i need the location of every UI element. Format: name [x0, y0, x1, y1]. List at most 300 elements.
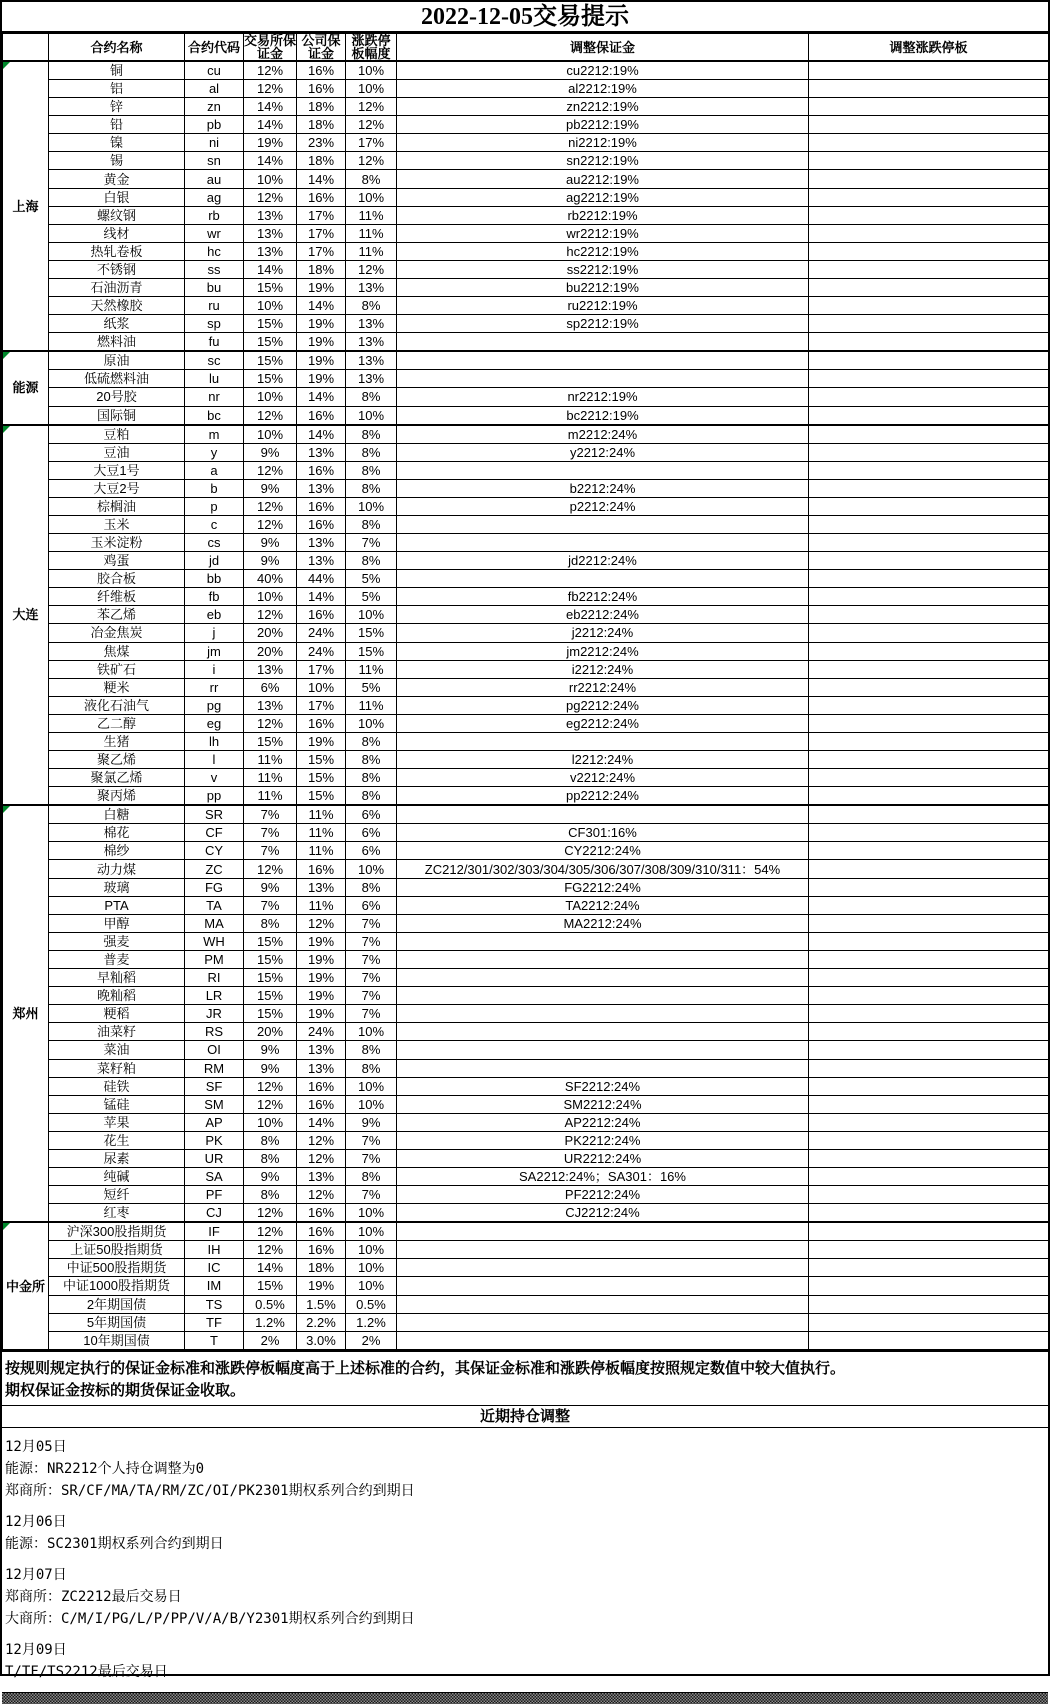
cell-company-margin: 12%	[297, 1149, 346, 1167]
header-contract-code: 合约代码	[185, 34, 244, 62]
cell-contract-name: 大豆1号	[49, 461, 185, 479]
cell-exchange-margin: 9%	[244, 878, 297, 896]
table-row	[3, 370, 1049, 388]
cell-company-margin: 19%	[297, 950, 346, 968]
exchange-label	[3, 805, 49, 1222]
table-row	[3, 443, 1049, 461]
cell-price-limit: 8%	[346, 787, 397, 806]
cell-contract-name: 晚籼稻	[49, 987, 185, 1005]
cell-company-margin: 17%	[297, 206, 346, 224]
cell-contract-name: 聚乙烯	[49, 751, 185, 769]
cell-company-margin: 15%	[297, 787, 346, 806]
cell-exchange-margin: 2%	[244, 1331, 297, 1349]
cell-adjusted-margin	[397, 1241, 809, 1259]
cell-exchange-margin: 13%	[244, 660, 297, 678]
cell-adjusted-price-limit	[809, 279, 1049, 297]
recent-adjustments-header: 近期持仓调整	[2, 1405, 1048, 1428]
note-line: 能源：NR2212个人持仓调整为0	[5, 1460, 205, 1477]
cell-contract-name: 螺纹钢	[49, 206, 185, 224]
cell-company-margin: 2.2%	[297, 1313, 346, 1331]
table-row	[3, 61, 1049, 80]
cell-contract-code: SM	[185, 1095, 244, 1113]
cell-contract-name: 冶金焦炭	[49, 624, 185, 642]
cell-contract-code: zn	[185, 98, 244, 116]
cell-contract-code: hc	[185, 242, 244, 260]
cell-contract-code: IF	[185, 1222, 244, 1241]
note-line: 12月09日	[5, 1641, 67, 1658]
cell-contract-name: 液化石油气	[49, 696, 185, 714]
cell-contract-name: 短纤	[49, 1186, 185, 1204]
cell-exchange-margin: 10%	[244, 1113, 297, 1131]
cell-adjusted-price-limit	[809, 1331, 1049, 1349]
cell-adjusted-margin: rr2212:24%	[397, 678, 809, 696]
cell-adjusted-margin: bu2212:19%	[397, 279, 809, 297]
cell-company-margin: 3.0%	[297, 1331, 346, 1349]
table-row	[3, 406, 1049, 425]
cell-adjusted-margin	[397, 461, 809, 479]
table-row	[3, 1149, 1049, 1167]
table-row	[3, 842, 1049, 860]
table-row	[3, 425, 1049, 444]
cell-company-margin: 15%	[297, 769, 346, 787]
cell-contract-code: SF	[185, 1077, 244, 1095]
cell-exchange-margin: 10%	[244, 297, 297, 315]
cell-contract-name: 油菜籽	[49, 1023, 185, 1041]
cell-price-limit: 8%	[346, 515, 397, 533]
cell-contract-code: bu	[185, 279, 244, 297]
cell-contract-name: 5年期国债	[49, 1313, 185, 1331]
cell-contract-code: ag	[185, 188, 244, 206]
cell-contract-code: b	[185, 479, 244, 497]
cell-company-margin: 19%	[297, 1277, 346, 1295]
table-row	[3, 606, 1049, 624]
cell-adjusted-margin: ru2212:19%	[397, 297, 809, 315]
cell-contract-name: 棉花	[49, 824, 185, 842]
table-row	[3, 1186, 1049, 1204]
cell-company-margin: 14%	[297, 1113, 346, 1131]
cell-adjusted-margin: fb2212:24%	[397, 588, 809, 606]
cell-adjusted-price-limit	[809, 1241, 1049, 1259]
cell-contract-code: UR	[185, 1149, 244, 1167]
cell-contract-name: 大豆2号	[49, 479, 185, 497]
cell-contract-code: p	[185, 497, 244, 515]
cell-price-limit: 7%	[346, 932, 397, 950]
header-exchange-margin: 交易所保证金	[244, 33, 297, 61]
cell-adjusted-price-limit	[809, 1041, 1049, 1059]
table-row	[3, 552, 1049, 570]
table-row	[3, 134, 1049, 152]
cell-price-limit: 8%	[346, 297, 397, 315]
cell-contract-name: 中证500股指期货	[49, 1259, 185, 1277]
cell-adjusted-price-limit	[809, 61, 1049, 80]
cell-contract-name: 乙二醇	[49, 714, 185, 732]
cell-company-margin: 14%	[297, 425, 346, 444]
table-row	[3, 1005, 1049, 1023]
cell-contract-name: 动力煤	[49, 860, 185, 878]
cell-adjusted-margin: sn2212:19%	[397, 152, 809, 170]
cell-price-limit: 10%	[346, 606, 397, 624]
cell-company-margin: 18%	[297, 116, 346, 134]
cell-adjusted-price-limit	[809, 1059, 1049, 1077]
cell-price-limit: 7%	[346, 969, 397, 987]
cell-contract-code: jd	[185, 552, 244, 570]
cell-contract-code: SA	[185, 1168, 244, 1186]
cell-adjusted-price-limit	[809, 842, 1049, 860]
cell-exchange-margin: 8%	[244, 1131, 297, 1149]
table-row	[3, 188, 1049, 206]
cell-company-margin: 19%	[297, 279, 346, 297]
cell-price-limit: 10%	[346, 1259, 397, 1277]
table-row	[3, 80, 1049, 98]
cell-contract-code: a	[185, 461, 244, 479]
cell-exchange-margin: 13%	[244, 242, 297, 260]
table-row	[3, 733, 1049, 751]
cell-exchange-margin: 8%	[244, 914, 297, 932]
cell-adjusted-price-limit	[809, 425, 1049, 444]
cell-exchange-margin: 11%	[244, 769, 297, 787]
cell-company-margin: 24%	[297, 624, 346, 642]
cell-contract-code: sn	[185, 152, 244, 170]
cell-company-margin: 16%	[297, 1204, 346, 1223]
cell-adjusted-price-limit	[809, 1113, 1049, 1131]
cell-company-margin: 16%	[297, 515, 346, 533]
cell-price-limit: 7%	[346, 1005, 397, 1023]
cell-contract-code: FG	[185, 878, 244, 896]
cell-price-limit: 10%	[346, 1023, 397, 1041]
cell-adjusted-price-limit	[809, 533, 1049, 551]
cell-adjusted-price-limit	[809, 896, 1049, 914]
cell-adjusted-price-limit	[809, 443, 1049, 461]
cell-adjusted-price-limit	[809, 224, 1049, 242]
table-row	[3, 279, 1049, 297]
cell-exchange-margin: 15%	[244, 333, 297, 352]
cell-exchange-margin: 13%	[244, 206, 297, 224]
cell-adjusted-margin: CF301:16%	[397, 824, 809, 842]
cell-contract-code: OI	[185, 1041, 244, 1059]
cell-price-limit: 11%	[346, 242, 397, 260]
exchange-label	[3, 425, 49, 806]
cell-price-limit: 1.2%	[346, 1313, 397, 1331]
cell-adjusted-margin: jm2212:24%	[397, 642, 809, 660]
cell-price-limit: 8%	[346, 425, 397, 444]
note-group	[5, 1564, 1045, 1630]
cell-company-margin: 16%	[297, 1222, 346, 1241]
cell-company-margin: 13%	[297, 878, 346, 896]
cell-exchange-margin: 8%	[244, 1186, 297, 1204]
cell-adjusted-price-limit	[809, 1149, 1049, 1167]
exchange-name-text: 大连	[12, 607, 39, 623]
cell-contract-code: T	[185, 1331, 244, 1349]
cell-contract-name: 甲醇	[49, 914, 185, 932]
cell-exchange-margin: 12%	[244, 188, 297, 206]
cell-adjusted-price-limit	[809, 134, 1049, 152]
cell-exchange-margin: 9%	[244, 1059, 297, 1077]
note-line: T/TF/TS2212最后交易日	[5, 1663, 168, 1680]
cell-adjusted-margin: SA2212:24%；SA301：16%	[397, 1168, 809, 1186]
cell-adjusted-price-limit	[809, 170, 1049, 188]
cell-exchange-margin: 13%	[244, 696, 297, 714]
cell-contract-name: 豆油	[49, 443, 185, 461]
cell-adjusted-price-limit	[809, 987, 1049, 1005]
cell-exchange-margin: 9%	[244, 1041, 297, 1059]
cell-adjusted-margin	[397, 1313, 809, 1331]
cell-exchange-margin: 20%	[244, 1023, 297, 1041]
cell-adjusted-price-limit	[809, 1295, 1049, 1313]
cell-company-margin: 14%	[297, 588, 346, 606]
table-row	[3, 987, 1049, 1005]
cell-adjusted-price-limit	[809, 260, 1049, 278]
cell-exchange-margin: 12%	[244, 1222, 297, 1241]
cell-contract-name: 锰硅	[49, 1095, 185, 1113]
exchange-label	[3, 351, 49, 424]
cell-adjusted-price-limit	[809, 606, 1049, 624]
cell-adjusted-margin	[397, 1222, 809, 1241]
cell-company-margin: 17%	[297, 242, 346, 260]
cell-comment-indicator-icon	[3, 352, 10, 359]
cell-contract-name: 粳米	[49, 678, 185, 696]
table-row	[3, 333, 1049, 352]
cell-contract-name: 强麦	[49, 932, 185, 950]
cell-exchange-margin: 12%	[244, 606, 297, 624]
cell-contract-code: al	[185, 80, 244, 98]
cell-contract-name: 普麦	[49, 950, 185, 968]
cell-company-margin: 18%	[297, 260, 346, 278]
cell-exchange-margin: 12%	[244, 80, 297, 98]
table-row	[3, 787, 1049, 806]
cell-contract-name: 玻璃	[49, 878, 185, 896]
cell-exchange-margin: 11%	[244, 751, 297, 769]
cell-company-margin: 17%	[297, 660, 346, 678]
cell-exchange-margin: 15%	[244, 1005, 297, 1023]
table-row	[3, 969, 1049, 987]
cell-company-margin: 16%	[297, 606, 346, 624]
cell-adjusted-margin: j2212:24%	[397, 624, 809, 642]
cell-price-limit: 13%	[346, 370, 397, 388]
cell-adjusted-price-limit	[809, 824, 1049, 842]
cell-contract-code: rb	[185, 206, 244, 224]
cell-contract-code: nr	[185, 388, 244, 406]
cell-price-limit: 8%	[346, 878, 397, 896]
cell-exchange-margin: 15%	[244, 987, 297, 1005]
cell-contract-name: 铜	[49, 61, 185, 80]
table-row	[3, 624, 1049, 642]
cell-adjusted-margin: TA2212:24%	[397, 896, 809, 914]
cell-contract-name: 低硫燃料油	[49, 370, 185, 388]
table-row	[3, 515, 1049, 533]
table-row	[3, 170, 1049, 188]
table-row	[3, 497, 1049, 515]
cell-adjusted-price-limit	[809, 351, 1049, 370]
cell-contract-code: l	[185, 751, 244, 769]
cell-price-limit: 10%	[346, 1204, 397, 1223]
table-row	[3, 297, 1049, 315]
cell-contract-name: 10年期国债	[49, 1331, 185, 1349]
cell-exchange-margin: 6%	[244, 678, 297, 696]
cell-exchange-margin: 1.2%	[244, 1313, 297, 1331]
cell-company-margin: 13%	[297, 552, 346, 570]
recent-adjustments-notes	[2, 1428, 1048, 1692]
cell-exchange-margin: 9%	[244, 479, 297, 497]
cell-adjusted-margin: cu2212:19%	[397, 61, 809, 80]
cell-adjusted-margin: ag2212:19%	[397, 188, 809, 206]
cell-price-limit: 6%	[346, 805, 397, 824]
cell-price-limit: 8%	[346, 443, 397, 461]
cell-adjusted-price-limit	[809, 479, 1049, 497]
note-line: 12月05日	[5, 1438, 67, 1455]
cell-adjusted-price-limit	[809, 1023, 1049, 1041]
cell-price-limit: 13%	[346, 333, 397, 352]
cell-adjusted-margin: pb2212:19%	[397, 116, 809, 134]
cell-price-limit: 8%	[346, 170, 397, 188]
cell-exchange-margin: 12%	[244, 1095, 297, 1113]
cell-company-margin: 13%	[297, 533, 346, 551]
cell-contract-code: IM	[185, 1277, 244, 1295]
cell-company-margin: 23%	[297, 134, 346, 152]
cell-price-limit: 12%	[346, 98, 397, 116]
cell-adjusted-price-limit	[809, 497, 1049, 515]
cell-price-limit: 8%	[346, 461, 397, 479]
cell-adjusted-price-limit	[809, 950, 1049, 968]
cell-price-limit: 6%	[346, 842, 397, 860]
cell-contract-name: 20号胶	[49, 388, 185, 406]
cell-company-margin: 19%	[297, 351, 346, 370]
cell-adjusted-price-limit	[809, 805, 1049, 824]
cell-exchange-margin: 14%	[244, 152, 297, 170]
table-row	[3, 714, 1049, 732]
cell-exchange-margin: 19%	[244, 134, 297, 152]
cell-adjusted-margin: ni2212:19%	[397, 134, 809, 152]
cell-company-margin: 16%	[297, 461, 346, 479]
cell-contract-code: y	[185, 443, 244, 461]
cell-contract-name: 聚丙烯	[49, 787, 185, 806]
table-row	[3, 769, 1049, 787]
cell-exchange-margin: 15%	[244, 969, 297, 987]
cell-contract-name: 黄金	[49, 170, 185, 188]
cell-adjusted-margin: zn2212:19%	[397, 98, 809, 116]
table-row	[3, 660, 1049, 678]
cell-exchange-margin: 7%	[244, 824, 297, 842]
cell-price-limit: 10%	[346, 1095, 397, 1113]
cell-company-margin: 44%	[297, 570, 346, 588]
cell-adjusted-price-limit	[809, 714, 1049, 732]
cell-adjusted-margin: au2212:19%	[397, 170, 809, 188]
cell-adjusted-price-limit	[809, 1204, 1049, 1223]
cell-contract-code: ss	[185, 260, 244, 278]
cell-exchange-margin: 15%	[244, 315, 297, 333]
cell-contract-name: 豆粕	[49, 425, 185, 444]
cell-price-limit: 5%	[346, 570, 397, 588]
cell-contract-name: 锌	[49, 98, 185, 116]
table-row	[3, 751, 1049, 769]
cell-exchange-margin: 12%	[244, 1204, 297, 1223]
cell-adjusted-price-limit	[809, 733, 1049, 751]
cell-adjusted-margin: hc2212:19%	[397, 242, 809, 260]
cell-adjusted-margin: y2212:24%	[397, 443, 809, 461]
cell-comment-indicator-icon	[3, 426, 10, 433]
cell-contract-code: m	[185, 425, 244, 444]
cell-company-margin: 14%	[297, 297, 346, 315]
cell-company-margin: 16%	[297, 497, 346, 515]
cell-contract-code: TS	[185, 1295, 244, 1313]
cell-contract-code: CF	[185, 824, 244, 842]
table-row	[3, 1222, 1049, 1241]
header-row	[3, 34, 1049, 62]
cell-adjusted-margin: m2212:24%	[397, 425, 809, 444]
cell-adjusted-price-limit	[809, 1222, 1049, 1241]
cell-adjusted-price-limit	[809, 751, 1049, 769]
cell-exchange-margin: 10%	[244, 588, 297, 606]
cell-contract-name: 红枣	[49, 1204, 185, 1223]
cell-adjusted-margin	[397, 1259, 809, 1277]
cell-contract-name: 铅	[49, 116, 185, 134]
cell-price-limit: 5%	[346, 588, 397, 606]
cell-exchange-margin: 12%	[244, 406, 297, 425]
table-row	[3, 805, 1049, 824]
cell-company-margin: 19%	[297, 987, 346, 1005]
cell-contract-code: sc	[185, 351, 244, 370]
cell-company-margin: 14%	[297, 388, 346, 406]
cell-contract-name: 粳稻	[49, 1005, 185, 1023]
cell-contract-code: ZC	[185, 860, 244, 878]
cell-contract-code: au	[185, 170, 244, 188]
table-row	[3, 1313, 1049, 1331]
cell-company-margin: 16%	[297, 406, 346, 425]
cell-adjusted-price-limit	[809, 188, 1049, 206]
cell-contract-name: 焦煤	[49, 642, 185, 660]
note-group	[5, 1639, 1045, 1683]
cell-adjusted-margin: MA2212:24%	[397, 914, 809, 932]
cell-contract-name: 沪深300股指期货	[49, 1222, 185, 1241]
cell-price-limit: 10%	[346, 188, 397, 206]
exchange-name-text: 上海	[12, 198, 39, 214]
cell-contract-code: wr	[185, 224, 244, 242]
cell-exchange-margin: 9%	[244, 533, 297, 551]
footnote-margin-rule: 按规则规定执行的保证金标准和涨跌停板幅度高于上述标准的合约，其保证金标准和涨跌停板幅度按照规定数值中较大值执行。	[5, 1359, 846, 1377]
cell-exchange-margin: 12%	[244, 860, 297, 878]
cell-price-limit: 10%	[346, 1277, 397, 1295]
cell-contract-code: JR	[185, 1005, 244, 1023]
cell-contract-code: bc	[185, 406, 244, 425]
cell-price-limit: 7%	[346, 987, 397, 1005]
cell-company-margin: 16%	[297, 80, 346, 98]
cell-company-margin: 24%	[297, 1023, 346, 1041]
cell-comment-indicator-icon	[3, 62, 10, 69]
footnote-option-margin-rule: 期权保证金按标的期货保证金收取。	[5, 1381, 246, 1399]
cell-contract-name: 燃料油	[49, 333, 185, 352]
cell-exchange-margin: 7%	[244, 805, 297, 824]
cell-adjusted-price-limit	[809, 1313, 1049, 1331]
cell-adjusted-margin	[397, 351, 809, 370]
exchange-label	[3, 61, 49, 351]
note-line: 能源：SC2301期权系列合约到期日	[5, 1535, 224, 1552]
cell-contract-name: 棕榈油	[49, 497, 185, 515]
cell-company-margin: 16%	[297, 1095, 346, 1113]
cell-exchange-margin: 20%	[244, 642, 297, 660]
cell-adjusted-price-limit	[809, 1168, 1049, 1186]
table-row	[3, 461, 1049, 479]
cell-adjusted-margin: p2212:24%	[397, 497, 809, 515]
cell-adjusted-price-limit	[809, 242, 1049, 260]
cell-adjusted-margin: ss2212:19%	[397, 260, 809, 278]
cell-company-margin: 13%	[297, 1041, 346, 1059]
cell-contract-code: AP	[185, 1113, 244, 1131]
cell-adjusted-margin: SF2212:24%	[397, 1077, 809, 1095]
cell-adjusted-margin	[397, 1023, 809, 1041]
cell-contract-code: lu	[185, 370, 244, 388]
cell-contract-code: fb	[185, 588, 244, 606]
cell-contract-code: pb	[185, 116, 244, 134]
cell-contract-code: v	[185, 769, 244, 787]
